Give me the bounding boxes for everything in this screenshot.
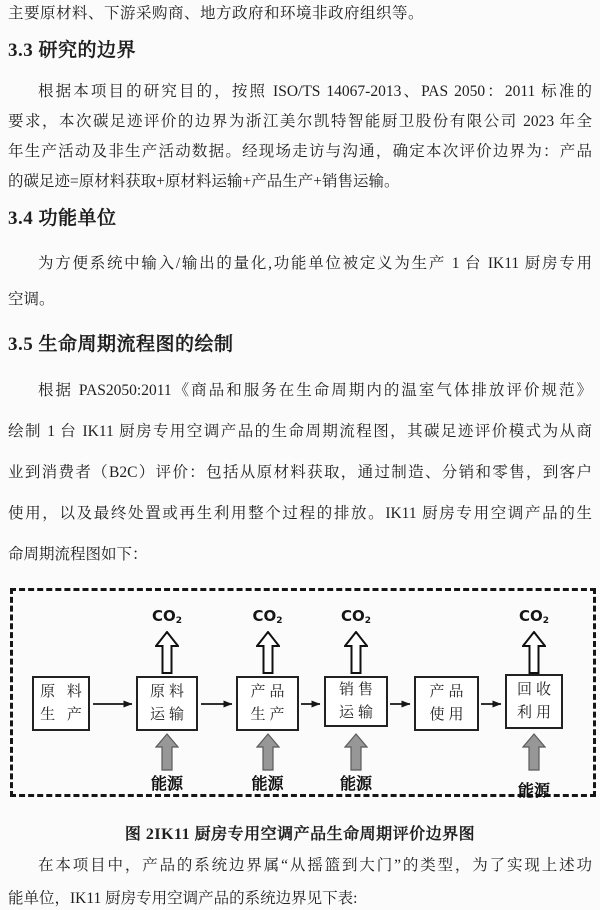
stage-label-line: 生产 [250,706,289,723]
paragraph-line: 命周期流程图如下： [8,546,148,563]
stage-box [414,676,479,731]
stage-label-line: 回收 [516,681,555,698]
co2-up-arrow-icon [344,631,368,674]
paragraph-line: 业到消费者（B2C）评价：包括从原材料获取，通过制造、分销和零售，到客户 [8,464,592,481]
paragraph-line: 根据本项目的研究目的，按照 ISO/TS 14067-2013、PAS 2050：2011 标准的 [38,83,592,100]
paragraph-line: 根据 PAS2050:2011《商品和服务在生命周期内的温室气体排放评价规范》 [38,382,592,399]
stage-label-line: 生 产 [40,706,86,723]
lifecycle-flow-diagram [10,588,596,800]
energy-up-arrow-icon [522,733,546,771]
paragraph-line: 绘制 1 台 IK11 厨房专用空调产品的生命周期流程图，其碳足迹评价模式为从商 [8,423,592,440]
paragraph-line: 空调。 [8,291,55,308]
diagram-stage-product-use [414,591,479,794]
stage-label-line: 产品 [429,683,468,700]
co2-up-arrow-icon [155,631,179,674]
co2-emission-label: $CO_2$ [151,607,183,626]
stage-box [324,676,388,727]
diagram-stage-raw-material-production [32,591,90,794]
paragraph-line: 年生产活动及非生产活动数据。经现场走访与沟通，确定本次评价边界为：产品 [8,143,592,160]
diagram-stage-raw-material-transport [136,591,198,794]
energy-up-arrow-icon [344,733,368,771]
paragraph-line: 能单位，IK11 厨房专用空调产品的系统边界见下表: [8,890,358,907]
stage-box [136,676,198,731]
stage-label-line: 原 料 [40,683,86,700]
paragraph-line: 主要原材料、下游采购商、地方政府和环境非政府组织等。 [8,5,425,22]
diagram-stage-product-production [236,591,299,794]
co2-emission-label: $CO_2$ [340,607,372,626]
co2-up-arrow-icon [256,631,280,674]
stage-label-line: 利用 [516,704,555,721]
energy-label: 能源 [517,781,551,800]
stage-box [32,676,90,731]
co2-emission-label: $CO_2$ [252,607,283,626]
paragraph-line: 使用，以及最终处置或再生利用整个过程的排放。IK11 厨房专用空调产品的生 [8,505,592,522]
energy-up-arrow-icon [155,733,179,771]
figure-caption: 图 2IK11 厨房专用空调产品生命周期评价边界图 [124,826,476,843]
diagram-stage-sales-transport [324,591,388,794]
paragraph-research-boundary [8,77,592,197]
paragraph-line: 的碳足迹=原材料获取+原材料运输+产品生产+销售运输。 [8,173,400,190]
section-heading-3-5: 3.5 生命周期流程图的绘制 [8,334,234,355]
paragraph-functional-unit [8,246,592,318]
co2-emission-label: $CO_2$ [518,607,550,626]
energy-label: 能源 [251,774,284,793]
co2-up-arrow-icon [522,631,546,674]
stage-label-line: 销售 [338,681,377,698]
stage-label-line: 运输 [149,706,188,723]
stage-box [505,674,563,729]
energy-label: 能源 [339,774,373,793]
energy-label: 能源 [150,774,184,793]
stage-label-line: 产品 [250,683,289,700]
paragraph-lifecycle-flowchart [8,370,592,575]
stage-label-line: 运输 [338,704,377,721]
diagram-stage-recycling [505,591,563,800]
stage-box [236,676,299,731]
section-heading-3-3: 3.3 研究的边界 [8,40,137,61]
paragraph-line: 为方便系统中输入/输出的量化,功能单位被定义为生产 1 台 IK11 厨房专用 [38,255,592,272]
paragraph-system-boundary [8,849,592,910]
energy-up-arrow-icon [256,733,280,771]
section-heading-3-4: 3.4 功能单位 [8,208,117,229]
stage-label-line: 原料 [149,683,188,700]
paragraph-line: 要求，本次碳足迹评价的边界为浙江美尔凯特智能厨卫股份有限公司 2023 年全 [8,113,592,130]
paragraph-line: 在本项目中，产品的系统边界属“从摇篮到大门”的类型，为了实现上述功 [38,857,592,874]
stage-label-line: 使用 [429,706,468,723]
